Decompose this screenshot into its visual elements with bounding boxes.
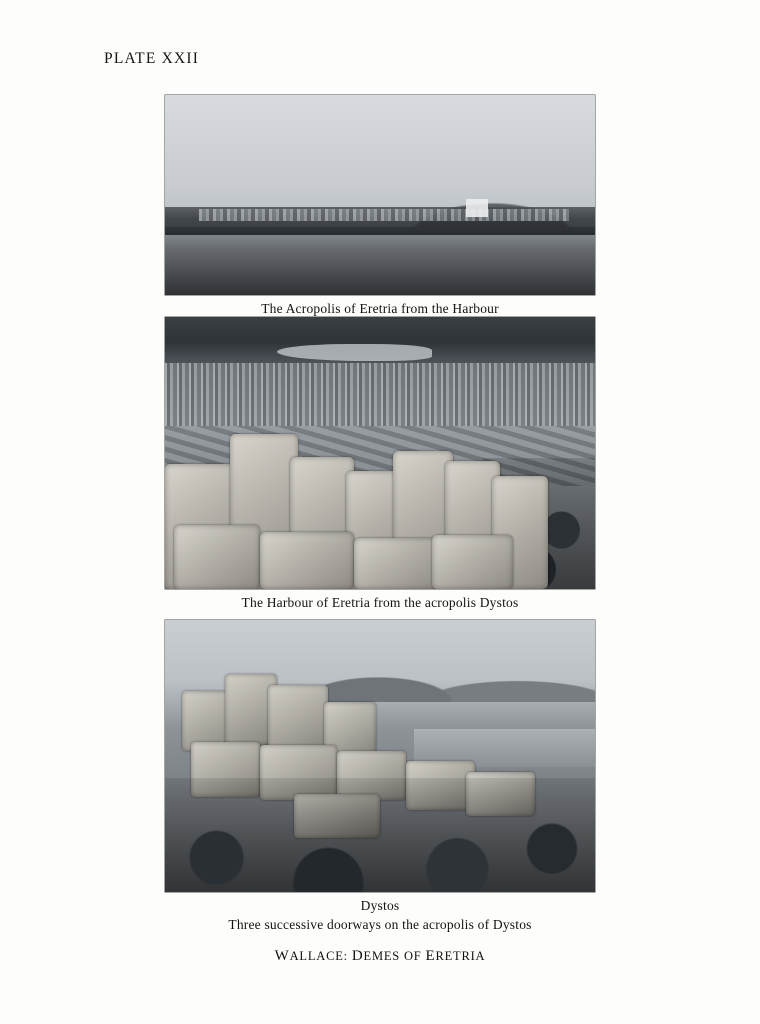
colophon-title-lead-2: E xyxy=(425,948,436,964)
distant-hills xyxy=(285,653,595,702)
hillside-scrub xyxy=(165,778,595,892)
wall-block xyxy=(260,532,355,589)
sand-spit xyxy=(277,344,432,360)
photo-acropolis-from-harbour xyxy=(165,95,595,295)
dry-stone-wall xyxy=(165,420,595,589)
town-strip xyxy=(199,209,569,221)
colophon-author-lead: W xyxy=(274,948,290,964)
figure-harbour-from-acropolis xyxy=(0,317,760,611)
colophon xyxy=(0,948,760,965)
figure-dystos-doorways xyxy=(0,620,760,933)
plate-label: PLATE XXII xyxy=(104,50,200,67)
water-sheen xyxy=(165,235,595,295)
figure-acropolis-from-harbour xyxy=(0,95,760,317)
wall-block xyxy=(174,525,260,589)
ruin-block xyxy=(268,685,328,750)
wall-block xyxy=(354,538,440,589)
colophon-title-lead: D xyxy=(351,948,364,964)
figure-1-caption: The Acropolis of Eretria from the Harbour xyxy=(261,301,499,316)
colophon-separator: : xyxy=(343,949,352,963)
photo-dystos-doorways xyxy=(165,620,595,892)
wall-block xyxy=(432,535,514,589)
colophon-author-rest: ALLACE xyxy=(289,949,344,963)
colophon-title-rest-2: RETRIA xyxy=(435,949,486,963)
white-building xyxy=(466,199,488,217)
figure-2-caption: The Harbour of Eretria from the acropolis Dystos xyxy=(241,595,519,610)
figure-3-caption-detail: Three successive doorways on the acropolis of Dystos xyxy=(228,917,532,932)
photo-harbour-from-acropolis xyxy=(165,317,595,589)
colophon-title-rest: EMES OF xyxy=(363,949,426,963)
figure-3-caption-title: Dystos xyxy=(360,898,400,913)
